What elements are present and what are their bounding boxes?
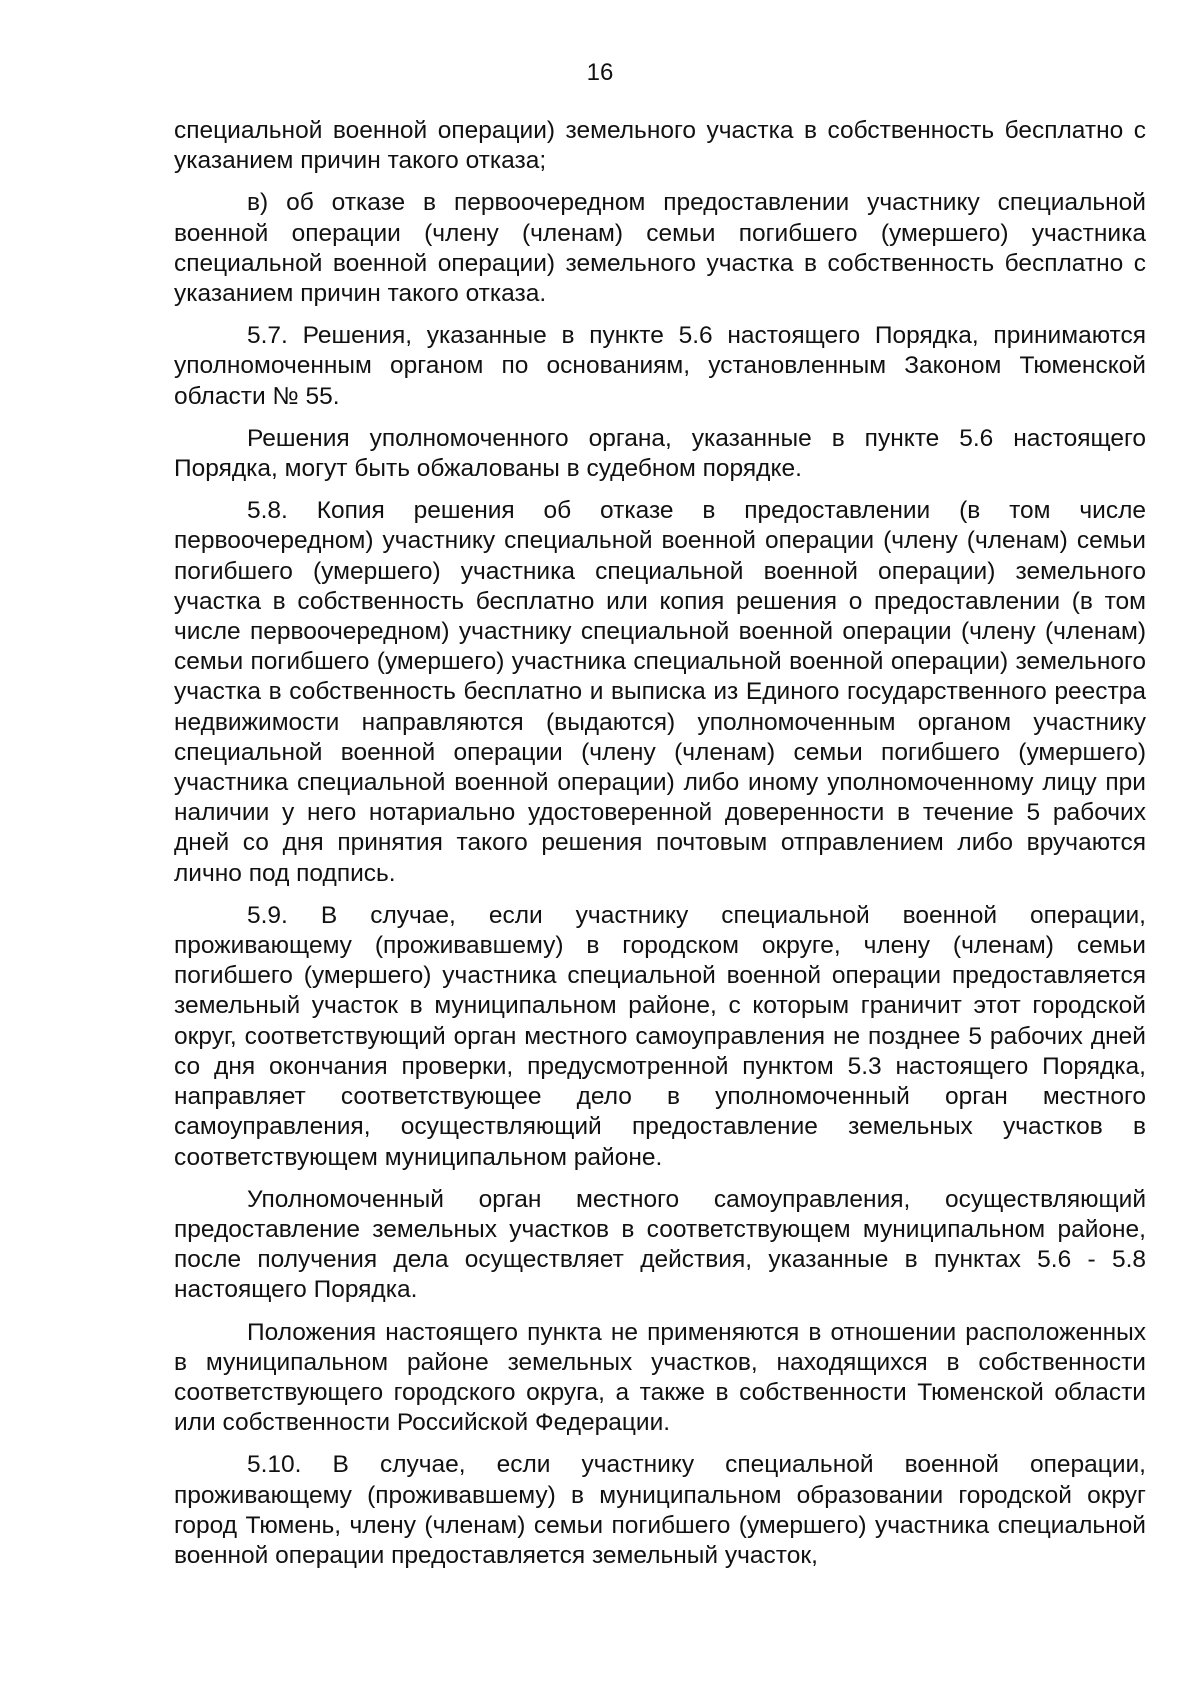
paragraph-9: 5.10. В случае, если участнику специальной военной операции, проживающему (проживавшему) в муниципальном образовании городской округ город Тюмень, члену (членам) семьи погибшего (умершего) участника специальной военной операции предоставляется земельный участок, <box>174 1451 1146 1569</box>
page-number: 16 <box>586 59 614 86</box>
paragraph-3: 5.7. Решения, указанные в пункте 5.6 настоящего Порядка, принимаются уполномоченным органом по основаниям, установленным Законом Тюменской области № 55. <box>174 322 1146 410</box>
paragraph-5: 5.8. Копия решения об отказе в предоставлении (в том числе первоочередном) участнику специальной военной операции (члену (членам) семьи погибшего (умершего) участника специальной военной операции) земельного участка в собственность бесплатно или копия решения о предоставлении (в том числе первоочередном) участнику специальной военной операции (члену (членам) семьи погибшего (умершего) участника специальной военной операции) земельного участка в собственность бесплатно и выписка из Единого государственного реестра недвижимости направляются (выдаются) уполномоченным органом участнику специальной военной операции (члену (членам) семьи погибшего (умершего) участника специальной военной операции) либо иному уполномоченному лицу при наличии у него нотариально удостоверенной доверенности в течение 5 рабочих дней со дня принятия такого решения почтовым отправлением либо вручаются лично под подпись. <box>174 497 1146 887</box>
paragraph-8: Положения настоящего пункта не применяются в отношении расположенных в муниципальном районе земельных участков, находящихся в собственности соответствующего городского округа, а также в собственности Тюменской области или собственности Российской Федерации. <box>174 1318 1146 1437</box>
paragraph-7: Уполномоченный орган местного самоуправления, осуществляющий предоставление земельных участков в соответствующем муниципальном районе, после получения дела осуществляет действия, указанные в пунктах 5.6 - 5.8 настоящего Порядка. <box>174 1185 1146 1304</box>
paragraph-4: Решения уполномоченного органа, указанные в пункте 5.6 настоящего Порядка, могут быть обжалованы в судебном порядке. <box>174 424 1146 483</box>
paragraph-6: 5.9. В случае, если участнику специальной военной операции, проживающему (проживавшему) в городском округе, члену (членам) семьи погибшего (умершего) участника специальной военной операции предоставляется земельный участок в муниципальном районе, с которым граничит этот городской округ, соответствующий орган местного самоуправления не позднее 5 рабочих дней со дня окончания проверки, предусмотренной пунктом 5.3 настоящего Порядка, направляет соответствующее дело в уполномоченный орган местного самоуправления, осуществляющий предоставление земельных участков в соответствующем муниципальном районе. <box>174 901 1146 1171</box>
document-body <box>174 116 1146 1583</box>
paragraph-2: в) об отказе в первоочередном предоставлении участнику специальной военной операции (члену (членам) семьи погибшего (умершего) участника специальной военной операции) земельного участка в собственность бесплатно с указанием причин такого отказа. <box>174 189 1146 308</box>
paragraph-1: специальной военной операции) земельного участка в собственность бесплатно с указанием причин такого отказа; <box>174 117 1146 175</box>
